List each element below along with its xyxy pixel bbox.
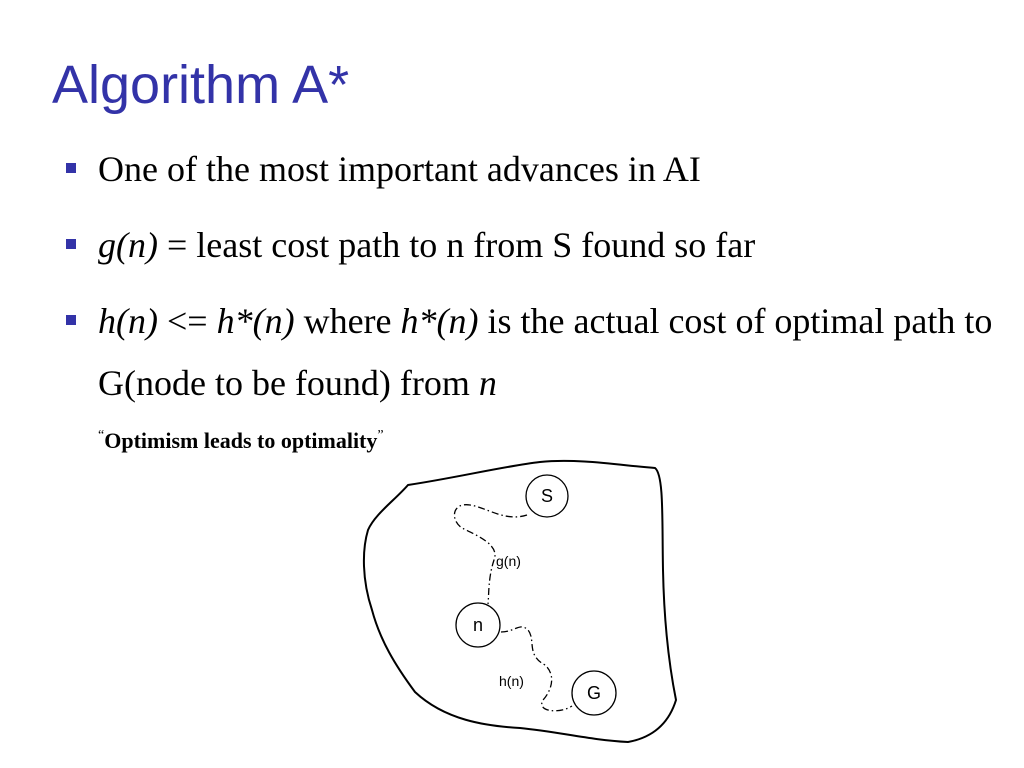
h-star-n-term: h*(n) [216,301,295,341]
bullet-text: = least cost path to n from S found so far [157,225,756,265]
h-n-term: h(n) [98,301,158,341]
h-n-label: h(n) [499,673,524,689]
node-n-label: n [472,615,484,635]
bullet-text: <= [157,301,217,341]
bullet-text: is the actual cost of optimal path to G(node to be found) from [98,301,993,403]
h-star-n-term: h*(n) [400,301,479,341]
search-space-boundary [364,461,676,742]
g-n-label: g(n) [496,553,521,569]
bullet-text: One of the most important advances in AI [98,149,701,189]
quote-text: Optimism leads to optimality [104,428,378,453]
n-term: n [478,363,497,403]
g-n-term: g(n) [98,225,158,265]
h-n-path [501,627,572,711]
node-s-label: S [540,486,554,506]
open-quote-mark: “ [98,428,105,443]
slide-title: Algorithm A* [52,55,350,115]
close-quote-mark: ” [377,428,384,443]
node-g-label: G [586,683,602,703]
bullet-text: where [294,301,401,341]
